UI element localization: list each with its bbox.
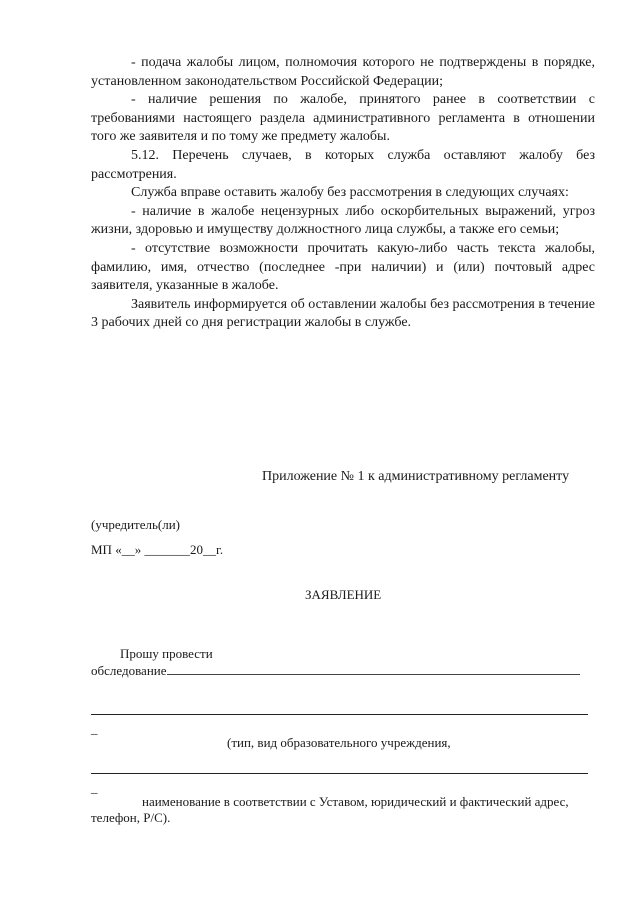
paragraph-item: Служба вправе оставить жалобу без рассмотрения в следующих случаях: <box>131 185 569 201</box>
section-heading: 5.12. Перечень случаев, в которых служба оставляют жалобу без рассмотрения. <box>91 147 595 182</box>
statement-title: ЗАЯВЛЕНИЕ <box>305 587 382 602</box>
line-dash: _ <box>91 780 98 795</box>
fill-in-line-2[interactable] <box>91 773 588 774</box>
request-text: Прошу провести <box>120 646 213 661</box>
institution-type-caption: (тип, вид образовательного учреждения, <box>227 735 451 750</box>
fill-in-line-1[interactable] <box>91 714 588 715</box>
paragraph-item: - наличие в жалобе нецензурных либо оскорбительных выражений, угроз жизни, здоровью и имуществу должностного лица службы, а также его семьи; <box>91 203 595 238</box>
body-text <box>91 54 595 333</box>
paragraph-item: - отсутствие возможности прочитать какую-либо часть текста жалобы, фамилию, имя, отчество (последнее -при наличии) и (или) почтовый адрес заявителя, указанные в жалобе. <box>91 240 595 294</box>
line-dash: _ <box>91 721 98 736</box>
appendix-heading: Приложение № 1 к административному регламенту <box>262 469 570 484</box>
institution-name-caption: наименование в соответствии с Уставом, юридический и фактический адрес, <box>142 794 569 809</box>
paragraph-item: - наличие решения по жалобе, принятого ранее в соответствии с требованиями настоящего раздела административного регламента в отношении того же заявителя и по тому же предмету жалобы. <box>91 92 595 145</box>
phone-account-caption: телефон, Р/С). <box>91 810 171 825</box>
founder-label: (учредитель(ли) <box>91 517 181 532</box>
inspection-label <box>91 660 580 680</box>
inspection-fill-line[interactable] <box>167 660 580 675</box>
paragraph-item: - подача жалобы лицом, полномочия которого не подтверждены в порядке, установленном законодательством Российской Федерации; <box>91 55 595 89</box>
paragraph-item: Заявитель информируется об оставлении жалобы без рассмотрения в течение 3 рабочих дней со дня регистрации жалобы в службе. <box>91 296 595 331</box>
stamp-date-line: МП «__» _______20__г. <box>91 542 224 557</box>
inspection-word: обследование <box>91 663 167 678</box>
